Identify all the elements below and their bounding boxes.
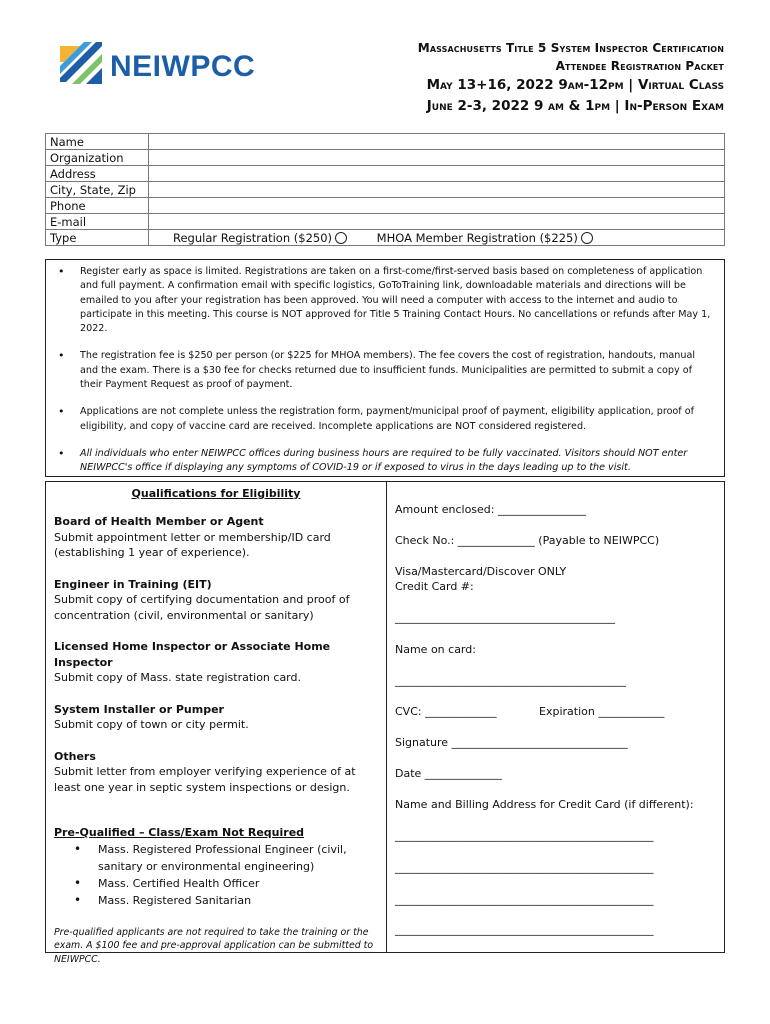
qualification-heading: Others [54,749,96,763]
field-label: Phone [46,198,149,214]
qualifications-title: Qualifications for Eligibility [131,487,301,500]
date-field[interactable]: Date ______________ [395,767,502,780]
expiration-field[interactable]: Expiration ____________ [539,705,665,718]
field-label: Type [46,230,149,246]
logo-mark-icon [60,42,104,86]
prequalified-note: Pre-qualified applicants are not required to take the training or the exam. A $100 fee and pre-approval application can be submitted to NEIWPCC. [54,926,374,965]
info-bullet-applications: • Applications are not complete unless the registration form, payment/municipal proof of payment, eligibility application, proof of eligibility, and copy of vaccine card are received. Incomplete applications are NOT considered registered. [56,405,714,434]
info-bullet-fee: • The registration fee is $250 per person (or $225 for MHOA members). The fee covers the cost of registration, handouts, manual and the exam. There is a $30 fee for checks returned due to insufficient funds. Municipalities are permitted to submit a copy of their Payment Request as proof of payment. [56,349,714,392]
qualification-heading: Engineer in Training (EIT) [54,577,212,591]
registration-form [45,133,725,246]
qualification-item [54,749,378,796]
form-row-organization [46,150,725,166]
credit-card-label: Credit Card #: [395,580,474,593]
title-line-4: June 2-3, 2022 9 am & 1pm | In-Person Exam [426,98,724,114]
prequalified-heading: Pre-Qualified – Class/Exam Not Required [54,826,305,839]
qualification-heading: Board of Health Member or Agent [54,515,264,528]
qualification-item [54,577,378,624]
qualification-text: Submit copy of Mass. state registration card. [54,671,301,684]
payment-column [387,482,723,952]
title-line-1: Massachusetts Title 5 System Inspector Certification [417,41,724,55]
billing-address-line[interactable]: _______________________________________________ [395,829,654,842]
neiwpcc-logo [60,42,270,92]
title-line-2: Attendee Registration Packet [555,59,724,73]
form-row-city [46,182,725,198]
qualification-text: Submit letter from employer verifying experience of at least one year in septic system inspections or design. [54,765,356,794]
name-field[interactable] [149,134,725,150]
mhoa-registration-radio[interactable] [581,232,593,244]
info-box [45,259,725,477]
qualifications-column [46,482,387,965]
type-options [149,230,725,246]
regular-registration-label: Regular Registration ($250) [173,230,333,245]
form-row-address [46,166,725,182]
city-state-zip-field[interactable] [149,182,725,198]
billing-address-label: Name and Billing Address for Credit Card (if different): [395,798,694,811]
info-list [56,265,714,476]
qualification-heading: System Installer or Pumper [54,702,224,716]
name-on-card-field[interactable]: __________________________________________ [395,674,626,687]
logo-text: NEIWPCC [110,50,256,83]
credit-card-field[interactable]: ________________________________________ [395,611,615,624]
amount-enclosed-field[interactable]: Amount enclosed: ________________ [395,503,586,516]
field-label: Organization [46,150,149,166]
name-on-card-label: Name on card: [395,643,476,656]
form-row-name [46,134,725,150]
title-line-3: May 13+16, 2022 9am-12pm | Virtual Class [426,77,724,93]
qualification-item [54,514,378,561]
prequalified-item: • Mass. Registered Professional Engineer (civil, sanitary or environmental engineering) [54,841,378,875]
qualification-text: Submit copy of certifying documentation and proof of concentration (civil, environmental or sanitary) [54,593,350,622]
field-label: E-mail [46,214,149,230]
prequalified-list [54,841,378,909]
signature-field[interactable]: Signature ________________________________ [395,736,628,749]
qualification-item [54,639,378,686]
cvc-field[interactable]: CVC: _____________ [395,705,497,718]
prequalified-item: • Mass. Registered Sanitarian [54,892,378,909]
qualification-text: Submit copy of town or city permit. [54,718,249,731]
billing-address-line[interactable]: _______________________________________________ [395,893,654,906]
mhoa-registration-label: MHOA Member Registration ($225) [376,230,578,245]
qualification-item [54,702,378,733]
form-row-email [46,214,725,230]
eligibility-payment-section [45,481,725,965]
organization-field[interactable] [149,150,725,166]
prequalified-item: • Mass. Certified Health Officer [54,875,378,892]
info-bullet-registration: • Register early as space is limited. Registrations are taken on a first-come/first-served basis based on completeness of application and full payment. A confirmation email with specific logistics, GoToTraining link, downloadable materials and directions will be emailed to you after your registration has been approved. You will need a computer with access to the internet and audio to participate in this meeting. This course is NOT approved for Title 5 Training Contact Hours. No cancellations or refunds after May 1, 2022. [56,265,714,336]
regular-registration-radio[interactable] [335,232,347,244]
info-bullet-vaccination: • All individuals who enter NEIWPCC offices during business hours are required to be fully vaccinated. Visitors should NOT enter NEIWPCC's office if displaying any symptoms of COVID-19 or if exposed to virus in the days leading up to the visit. [56,447,714,476]
email-field[interactable] [149,214,725,230]
field-label: City, State, Zip [46,182,149,198]
field-label: Name [46,134,149,150]
document-title [418,39,724,117]
field-label: Address [46,166,149,182]
qualification-heading: Licensed Home Inspector or Associate Home Inspector [54,640,331,669]
billing-address-line[interactable]: _______________________________________________ [395,923,654,936]
check-number-field[interactable]: Check No.: ______________ (Payable to NEIWPCC) [395,534,660,547]
form-row-type [46,230,725,246]
address-field[interactable] [149,166,725,182]
phone-field[interactable] [149,198,725,214]
billing-address-line[interactable]: _______________________________________________ [395,861,654,874]
qualification-text: Submit appointment letter or membership/ID card (establishing 1 year of experience). [54,530,331,559]
form-row-phone [46,198,725,214]
accepted-cards-label: Visa/Mastercard/Discover ONLY [395,565,567,578]
